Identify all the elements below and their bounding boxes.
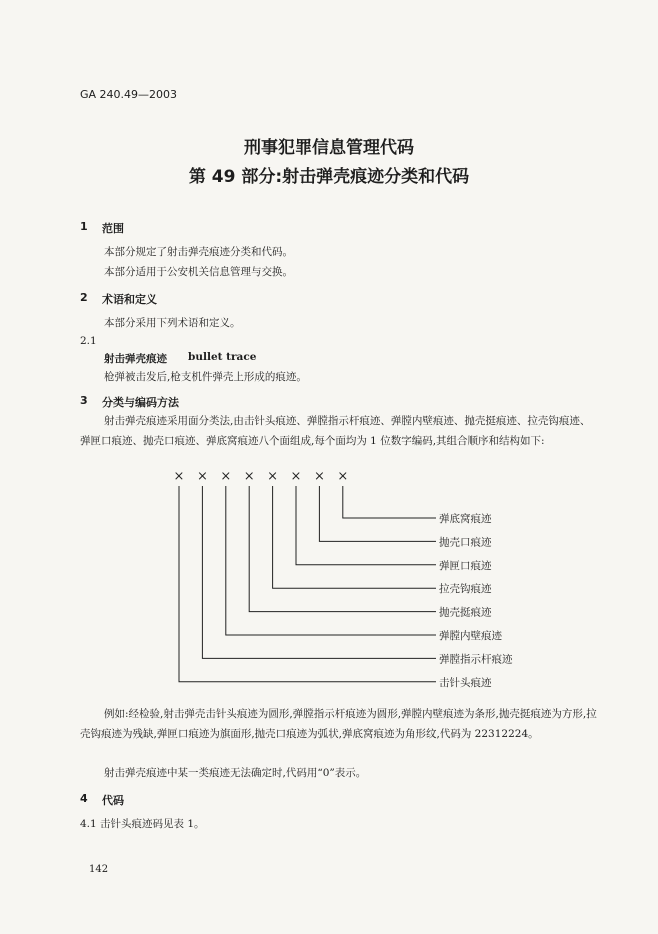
code-mark-1: × (173, 469, 185, 484)
connector-line-3 (296, 486, 436, 565)
example-paragraph: 例如:经检验,射击弹壳击针头痕迹为圆形,弹膛指示杆痕迹为圆形,弹膛内壁痕迹为条形,抛壳挺痕迹为方形,拉壳钩痕迹为残缺,弹匣口痕迹为旗面形,抛壳口痕迹为弧状,弹底窝痕迹为角形纹,代码为 22312224。 (80, 708, 597, 740)
section-2-para-1: 本部分采用下列术语和定义。 (104, 317, 241, 329)
section-3-para-1: 射击弹壳痕迹采用面分类法,由击针头痕迹、弹膛指示杆痕迹、弹膛内壁痕迹、抛壳挺痕迹、拉壳钩痕迹、弹匣口痕迹、抛壳口痕迹、弹底窝痕迹八个面组成,每个面均为 1 位数字编码,其组合顺序和结构如下: (80, 415, 591, 447)
section-4-number: 4 (80, 792, 88, 805)
unknown-code-note: 射击弹壳痕迹中某一类痕迹无法确定时,代码用“0”表示。 (104, 767, 367, 779)
section-1-number: 1 (80, 220, 88, 233)
diagram-label-8: 击针头痕迹 (439, 676, 492, 689)
code-mark-3: × (220, 469, 232, 484)
section-3-heading: 分类与编码方法 (102, 396, 179, 409)
section-2-heading: 术语和定义 (102, 293, 157, 306)
page-number: 142 (89, 864, 109, 875)
document-subtitle: 第 49 部分:射击弹壳痕迹分类和代码 (188, 167, 470, 187)
section-1-para-1: 本部分规定了射击弹壳痕迹分类和代码。 (104, 246, 293, 258)
code-mark-7: × (313, 469, 325, 484)
code-mark-6: × (290, 469, 302, 484)
diagram-label-6: 弹膛内壁痕迹 (439, 630, 502, 642)
diagram-label-4: 拉壳钩痕迹 (439, 583, 492, 596)
term-number: 2.1 (80, 335, 97, 347)
section-2-number: 2 (80, 291, 88, 304)
document-title: 刑事犯罪信息管理代码 (244, 138, 414, 158)
code-marks (174, 469, 349, 484)
section-1-para-2: 本部分适用于公安机关信息管理与交换。 (104, 266, 293, 278)
term-definition: 枪弹被击发后,枪支机件弹壳上形成的痕迹。 (104, 371, 307, 383)
diagram-label-3: 弹匣口痕迹 (439, 559, 492, 572)
connector-line-2 (319, 486, 436, 541)
code-mark-8: × (337, 469, 349, 484)
diagram-label-1: 弹底窝痕迹 (439, 513, 492, 525)
diagram-label-2: 抛壳口痕迹 (439, 536, 492, 549)
connector-line-8 (179, 486, 436, 682)
standard-number: GA 240.49—2003 (80, 88, 178, 101)
section-1-heading: 范围 (102, 222, 124, 235)
diagram-label-5: 抛壳挺痕迹 (439, 606, 492, 619)
section-4-heading: 代码 (102, 794, 124, 807)
code-mark-4: × (243, 469, 255, 484)
connector-line-4 (273, 486, 436, 588)
section-4-1: 4.1 击针头痕迹码见表 1。 (80, 818, 205, 830)
connector-lines (179, 486, 436, 682)
term-chinese: 射击弹壳痕迹 (104, 353, 167, 365)
code-mark-5: × (267, 469, 279, 484)
diagram-label-7: 弹膛指示杆痕迹 (439, 653, 513, 666)
connector-line-6 (226, 486, 436, 635)
connector-line-1 (343, 486, 436, 518)
section-3-number: 3 (80, 394, 88, 407)
term-english: bullet trace (188, 351, 257, 363)
code-mark-2: × (196, 469, 208, 484)
diagram-labels (439, 512, 513, 689)
